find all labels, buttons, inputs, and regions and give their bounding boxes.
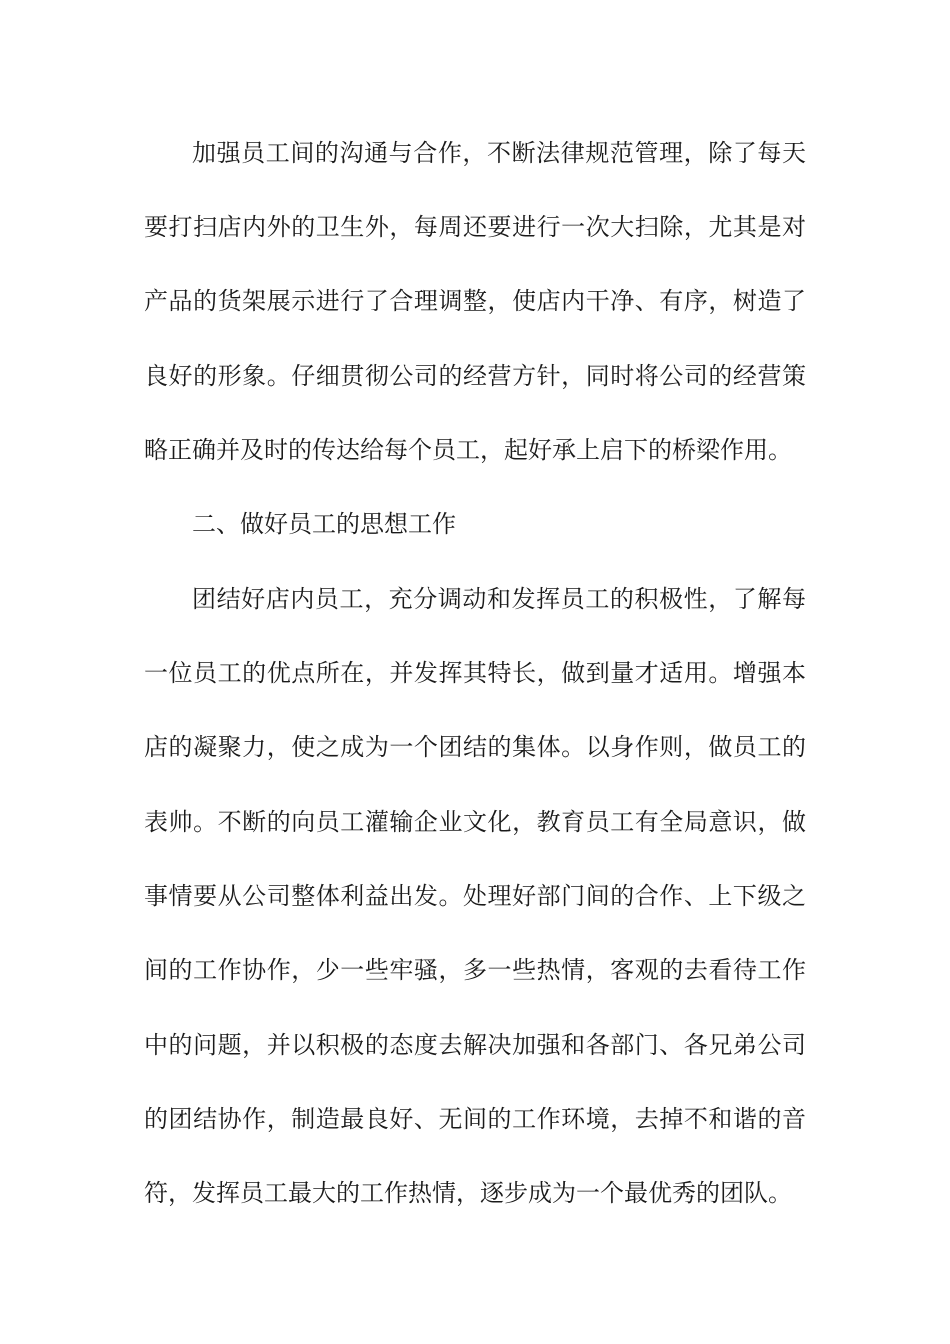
paragraph-2-line-5: 事情要从公司整体利益出发。处理好部门间的合作、上下级之 [144,882,806,910]
paragraph-1-line-5: 略正确并及时的传达给每个员工，起好承上启下的桥梁作用。 [144,436,792,464]
paragraph-1-line-4: 良好的形象。仔细贯彻公司的经营方针，同时将公司的经营策 [144,362,806,390]
paragraph-2-line-9: 符，发挥员工最大的工作热情，逐步成为一个最优秀的团队。 [144,1179,792,1207]
paragraph-2-line-2: 一位员工的优点所在，并发挥其特长，做到量才适用。增强本 [144,659,806,687]
paragraph-2-line-4: 表帅。不断的向员工灌输企业文化，教育员工有全局意识，做 [144,808,806,836]
paragraph-1-line-3: 产品的货架展示进行了合理调整，使店内干净、有序，树造了 [144,287,806,315]
paragraph-2-line-1: 团结好店内员工，充分调动和发挥员工的积极性，了解每 [192,585,806,613]
paragraph-2-line-6: 间的工作协作，少一些牢骚，多一些热情，客观的去看待工作 [144,956,806,984]
paragraph-2-line-8: 的团结协作，制造最良好、无间的工作环境，去掉不和谐的音 [144,1105,806,1133]
paragraph-1-line-2: 要打扫店内外的卫生外，每周还要进行一次大扫除，尤其是对 [144,213,806,241]
section-heading: 二、做好员工的思想工作 [192,510,456,538]
paragraph-1-line-1: 加强员工间的沟通与合作，不断法律规范管理，除了每天 [192,139,806,167]
paragraph-2-line-7: 中的问题，并以积极的态度去解决加强和各部门、各兄弟公司 [144,1031,806,1059]
paragraph-2-line-3: 店的凝聚力，使之成为一个团结的集体。以身作则，做员工的 [144,733,806,761]
